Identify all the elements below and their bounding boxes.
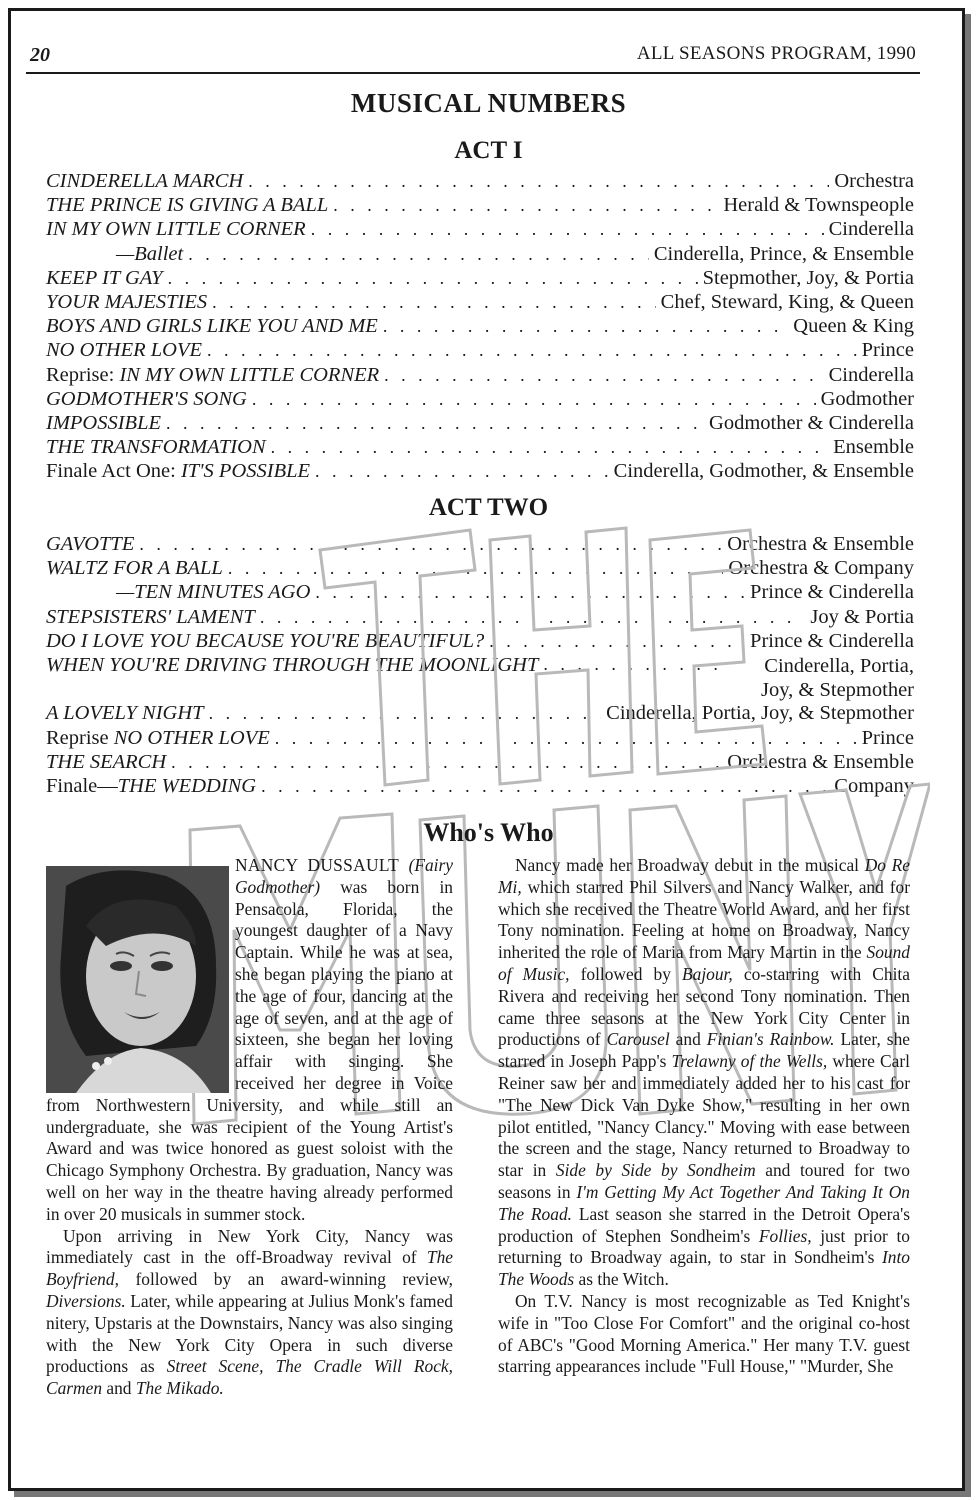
bio-text: Upon arriving in New York City, Nancy was immediately cast in the off-Broadway revival of: [46, 1225, 453, 1268]
song-title: [46, 727, 270, 750]
dot-leader: [275, 728, 857, 749]
dot-leader: [261, 776, 829, 797]
song-row: [46, 364, 914, 388]
bio-text: Sound of Music,: [498, 942, 910, 984]
song-performers: Stepmother, Joy, & Portia: [702, 266, 914, 289]
song-row: [46, 267, 914, 291]
song-row: [46, 702, 914, 726]
dot-leader: [207, 340, 857, 361]
bio-text: Do Re Mi,: [498, 855, 910, 897]
whos-who-heading: Who's Who: [423, 818, 554, 847]
bio-text: Later, while appearing at Julius Monk's famed nitery, Upstaris at the Downstairs, Nancy was also singing with the New York City Opera in such diverse productions as: [46, 1290, 453, 1377]
dot-leader: [188, 244, 649, 265]
song-performers: Orchestra & Ensemble: [727, 533, 914, 555]
song-title-text: STEPSISTERS' LAMENT: [46, 605, 255, 628]
song-title: [46, 436, 266, 459]
bio-text: followed by: [569, 963, 683, 984]
song-title-text: NO OTHER LOVE: [46, 339, 203, 362]
dot-leader: [209, 703, 602, 724]
song-performers: Orchestra: [834, 170, 914, 192]
song-title-text: THE WEDDING: [117, 774, 257, 797]
song-title: [46, 581, 310, 604]
section-title: MUSICAL NUMBERS: [350, 88, 627, 118]
song-performers: Cinderella, Prince, & Ensemble: [653, 242, 914, 265]
song-title: [46, 194, 328, 217]
song-performers: Godmother: [820, 387, 914, 410]
bio-text: Street Scene, The Cradle Will Rock, Carmen: [46, 1356, 453, 1399]
song-prefix: Finale Act One:: [46, 460, 181, 483]
song-performers: Cinderella: [828, 363, 914, 386]
bio-text: Follies,: [758, 1225, 812, 1246]
bio-text: as the Witch.: [574, 1269, 669, 1290]
song-title: [46, 557, 223, 580]
song-row: [46, 315, 914, 339]
song-performers: Herald & Townspeople: [723, 194, 914, 217]
bio-text: and toured for two seasons in: [498, 1160, 911, 1202]
dot-leader: [260, 607, 806, 628]
act-one-heading: ACT I: [454, 137, 523, 164]
song-performers: Company: [834, 774, 914, 797]
song-row: [46, 436, 914, 460]
song-title-text: IN MY OWN LITTLE CORNER: [46, 218, 306, 241]
song-title-text: WALTZ FOR A BALL: [46, 557, 223, 580]
bio-paragraph: [498, 855, 910, 1291]
song-title: [46, 630, 484, 653]
dot-leader: [315, 461, 609, 482]
song-row: [46, 654, 914, 702]
song-row: [46, 581, 914, 605]
bio-text: Diversions.: [46, 1290, 126, 1311]
song-row: [46, 339, 914, 363]
song-title-text: GAVOTTE: [46, 533, 135, 555]
bio-text: where Carl Reiner saw her and immediately added her to his cast for "The New Dick Van Dyke Show," resulting in her own pilot entitled, "Nancy Clancy." Moving with ease between the screen and the stage, Nancy returned to Broadway to star in: [498, 1051, 910, 1181]
song-title: [46, 315, 378, 338]
song-performers: Godmother & Cinderella: [709, 411, 914, 434]
dot-leader: [489, 631, 745, 652]
song-title-text: BOYS AND GIRLS LIKE YOU AND ME: [46, 315, 378, 338]
bio-column-right: [498, 855, 910, 1378]
song-title-text: KEEP IT GAY: [46, 266, 163, 289]
dot-leader: [383, 316, 788, 337]
bio-text: The Mikado.: [135, 1378, 224, 1399]
song-performers: Queen & King: [793, 315, 914, 338]
song-performers: Cinderella, Godmother, & Ensemble: [613, 460, 914, 483]
bio-text: Bajour,: [682, 963, 733, 984]
song-prefix: Reprise: [46, 726, 114, 749]
song-row: [46, 291, 914, 315]
dot-leader: [333, 195, 718, 216]
song-row: [46, 243, 914, 267]
bio-text: co-starring with Chita Rivera and receiving her second Tony nomination. Then came three seasons at the New York City Center in productions of: [498, 963, 910, 1050]
song-title: [46, 243, 183, 266]
song-title-text: IT'S POSSIBLE: [180, 460, 311, 483]
song-title-text: —TEN MINUTES AGO: [116, 581, 311, 604]
bio-text: which starred Phil Silvers and Nancy Walker, and for which she received the Theatre World Award, and her first Tony nomination. Feeling at home on Broadway, Nancy inherited the role of Maria from Mary Martin in the: [498, 876, 910, 963]
bio-text: Later, she starred in Joseph Papp's: [498, 1029, 910, 1072]
bio-name: NANCY DUSSAULT: [235, 855, 400, 875]
page-number: 20: [30, 44, 50, 66]
act-one-song-list: [46, 170, 914, 484]
song-title: [46, 218, 306, 241]
song-performers: Cinderella, Portia, Joy, & Stepmother: [761, 654, 914, 702]
song-title-text: THE SEARCH: [46, 750, 167, 773]
act-two-heading: ACT TWO: [428, 494, 549, 521]
bio-text: Carousel: [606, 1029, 670, 1050]
song-performers: Prince: [861, 726, 914, 749]
song-row: [46, 751, 914, 775]
song-row: [46, 460, 914, 484]
song-title-text: THE TRANSFORMATION: [46, 436, 266, 459]
song-performers: Cinderella: [828, 218, 914, 241]
dot-leader: [139, 534, 722, 555]
song-title-text: WHEN YOU'RE DRIVING THROUGH THE MOONLIGHT: [46, 653, 539, 676]
photo-spacer: [46, 855, 235, 1090]
song-title-text: —Ballet: [116, 242, 184, 265]
song-row: [46, 775, 914, 799]
bio-text: Last season she starred in the Detroit Opera's production of Stephen Sondheim's: [498, 1203, 910, 1246]
song-row: [46, 412, 914, 436]
dot-leader: [311, 219, 824, 240]
dot-leader: [168, 268, 698, 289]
song-row: [46, 533, 914, 557]
act-two-song-list: [46, 533, 914, 799]
bio-text: Trelawny of the Wells,: [671, 1051, 828, 1072]
bio-text: was born in Pensacola, Florida, the youngest daughter of a Navy Captain. While he was at sea, she began playing the piano at the age of four, dancing at the age of seven, and at the age of sixteen, she began her loving affair with singing. She received her degree in Voice from Northwestern University, and while still an undergraduate, she was recipient of the Young Artist's Award and was twice honored as guest soloist with the Chicago Symphony Orchestra. By graduation, Nancy was well on her way in the theatre having already performed in over 20 musicals in summer stock.: [46, 876, 453, 1224]
song-title: [46, 654, 538, 677]
song-performers: Ensemble: [833, 436, 914, 459]
bio-role: (Fairy Godmother): [235, 855, 453, 897]
song-performers: Cinderella, Portia, Joy, & Stepmother: [606, 702, 914, 725]
song-row: [46, 557, 914, 581]
dot-leader: [384, 365, 823, 386]
song-prefix: Finale—: [46, 774, 118, 797]
song-title: [46, 291, 207, 314]
song-title: [46, 460, 310, 483]
bio-text: Finian's Rainbow.: [706, 1029, 835, 1050]
page-header: [26, 40, 920, 74]
song-title: [46, 412, 161, 435]
song-title-text: CINDERELLA MARCH: [46, 170, 244, 192]
song-title-text: A LOVELY NIGHT: [46, 702, 204, 725]
song-title-text: IN MY OWN LITTLE CORNER: [119, 363, 380, 386]
song-title: [46, 702, 204, 725]
song-title: [46, 364, 379, 387]
song-performers: Prince & Cinderella: [750, 581, 914, 604]
dot-leader: [171, 752, 722, 773]
dot-leader: [212, 292, 656, 313]
song-performers: Orchestra & Ensemble: [727, 750, 914, 773]
song-prefix: Reprise:: [46, 363, 120, 386]
song-title-text: IMPOSSIBLE: [46, 411, 162, 434]
song-title: [46, 170, 243, 193]
song-title: [46, 533, 134, 556]
song-row: [46, 606, 914, 630]
song-row: [46, 630, 914, 654]
song-row: [46, 194, 914, 218]
song-title: [46, 751, 166, 774]
bio-paragraph: [46, 1226, 453, 1400]
song-title: [46, 775, 256, 798]
song-title: [46, 606, 255, 629]
dot-leader: [271, 437, 829, 458]
song-row: [46, 170, 914, 194]
song-title-text: DO I LOVE YOU BECAUSE YOU'RE BEAUTIFUL?: [46, 629, 485, 652]
song-title: [46, 339, 202, 362]
bio-text: I'm Getting My Act Together And Taking It On The Road.: [498, 1181, 910, 1224]
bio-text: followed by an award-winning review,: [118, 1269, 453, 1290]
program-title: ALL SEASONS PROGRAM, 1990: [636, 43, 916, 64]
bio-text: just prior to returning to Broadway again, to star in Sondheim's: [498, 1225, 910, 1268]
bio-paragraph: On T.V. Nancy is most recognizable as Ted Knight's wife in "Too Close For Comfort" and the original co-host of ABC's "Good Morning America." Her many T.V. guest starring appearances include "Full House," "Murder, She: [498, 1290, 910, 1377]
song-title-text: THE PRINCE IS GIVING A BALL: [46, 194, 329, 217]
song-row: [46, 218, 914, 242]
bio-column-left: [46, 855, 453, 1400]
dot-leader: [252, 389, 816, 410]
dot-leader: [228, 558, 724, 579]
bio-text: Side by Side by Sondheim: [555, 1160, 756, 1181]
song-title-text: GODMOTHER'S SONG: [46, 387, 247, 410]
song-performers: Orchestra & Company: [728, 557, 914, 580]
bio-text: and: [669, 1029, 707, 1050]
bio-text: The Boyfriend,: [46, 1247, 453, 1290]
dot-leader: [315, 582, 745, 603]
song-row: [46, 388, 914, 412]
dot-leader: [248, 171, 829, 192]
song-title-text: YOUR MAJESTIES: [46, 290, 208, 313]
song-title: [46, 388, 247, 411]
bio-text: Nancy made her Broadway debut in the musical: [515, 855, 865, 875]
song-title: [46, 267, 163, 290]
song-performers: Prince: [861, 339, 914, 362]
song-row: [46, 727, 914, 751]
song-performers: Chef, Steward, King, & Queen: [660, 290, 914, 313]
bio-text: Into The Woods: [498, 1247, 910, 1290]
song-performers: Prince & Cinderella: [750, 629, 914, 652]
dot-leader: [543, 654, 724, 675]
dot-leader: [166, 413, 704, 434]
bio-text: and: [102, 1378, 136, 1399]
song-title-text: NO OTHER LOVE: [113, 726, 270, 749]
song-performers: Joy & Portia: [810, 605, 914, 628]
